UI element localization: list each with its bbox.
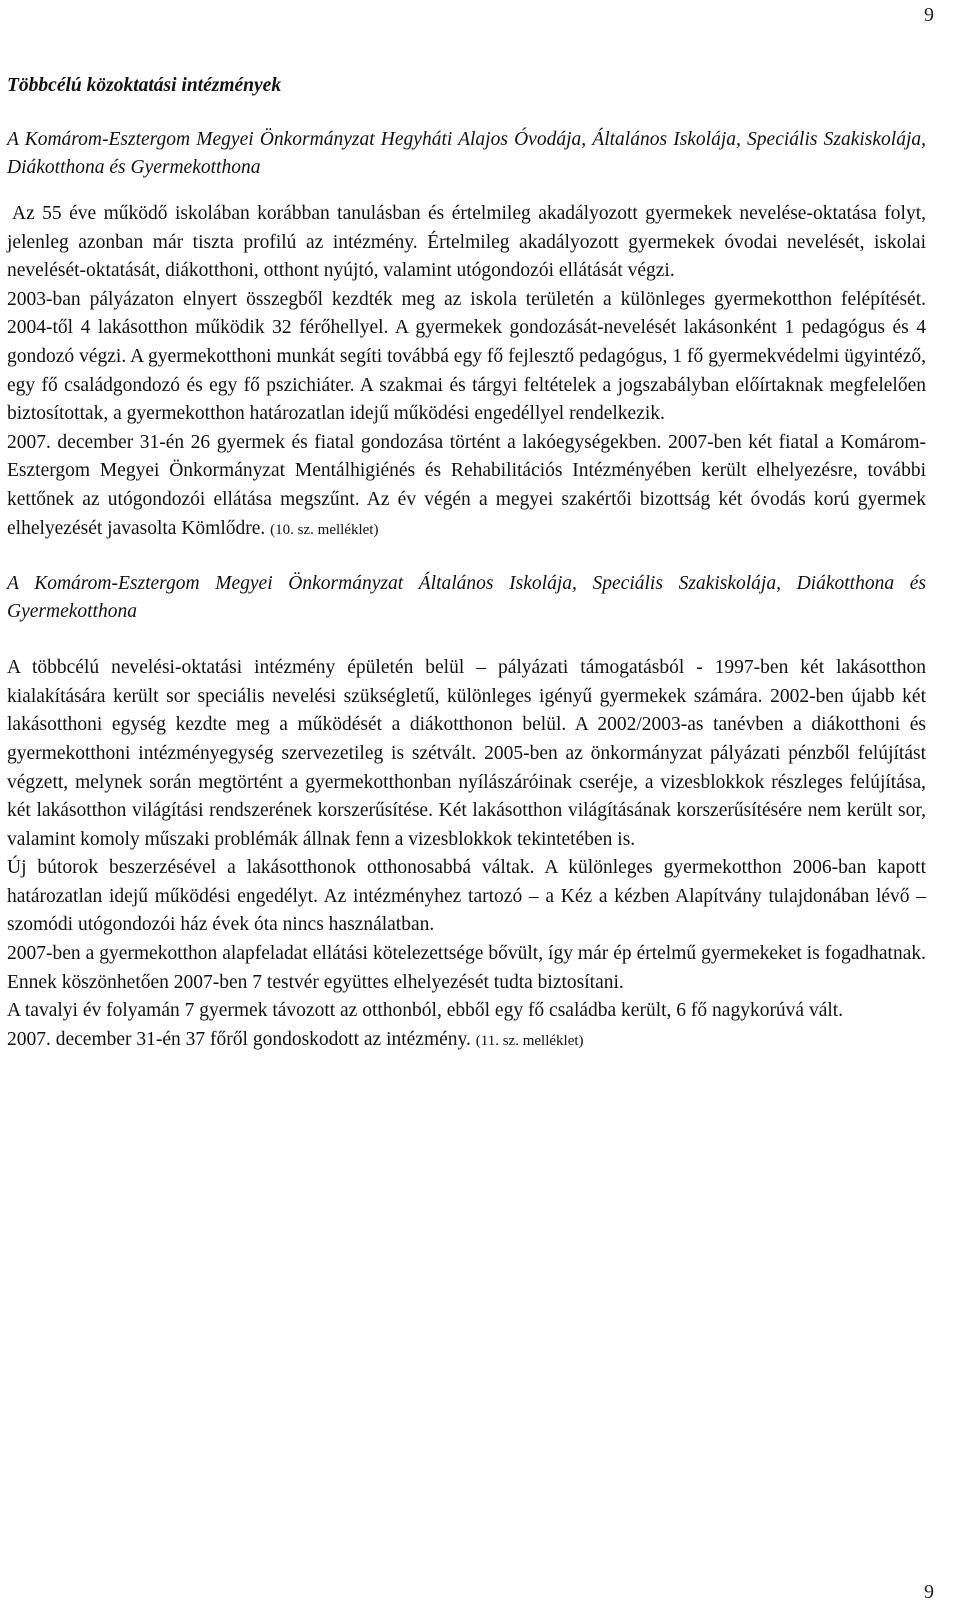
institution-title-2: A Komárom-Esztergom Megyei Önkormányzat Általános Iskolája, Speciális Szakiskolája, Diákotthona és Gyermekotthona: [7, 573, 926, 623]
institution-title-1: A Komárom-Esztergom Megyei Önkormányzat Hegyháti Alajos Óvodája, Általános Iskolája, Speciális Szakiskolája, Diákotthona és Gyermekotthona: [7, 129, 926, 178]
annex-reference-10: (10. sz. melléklet): [270, 521, 379, 538]
page-number-bottom: 9: [924, 1581, 934, 1603]
paragraph-1-3: [7, 429, 926, 544]
paragraph-2-5: [7, 1026, 926, 1056]
annex-reference-11: (11. sz. melléklet): [475, 1032, 584, 1049]
page-number-top: 9: [924, 4, 934, 26]
paragraph-2-4: A tavalyi év folyamán 7 gyermek távozott az otthonból, ebből egy fő családba került, 6 fő nagykorúvá vált.: [7, 1000, 844, 1022]
paragraph-1-1: Az 55 éve működő iskolában korábban tanulásban és értelmileg akadályozott gyermekek nevelése-oktatása folyt, jelenleg azonban már tiszta profilú az intézmény. Értelmileg akadályozott gyermekek óvodai nevelését, iskolai nevelését-oktatását, diákotthoni, otthont nyújtó, valamint utógondozói ellátását végzi.: [7, 203, 926, 282]
section-heading: Többcélú közoktatási intézmények: [7, 75, 282, 96]
paragraph-2-2: Új bútorok beszerzésével a lakásotthonok otthonosabbá váltak. A különleges gyermekotthon 2006-ban kapott határozatlan idejű működési engedélyt. Az intézményhez tartozó – a Kéz a kézben Alapítvány tulajdonában lévő – szomódi utógondozói ház évek óta nincs használatban.: [7, 857, 926, 936]
paragraph-2-5-text: 2007. december 31-én 37 főről gondoskodott az intézmény.: [7, 1028, 471, 1050]
paragraph-2-3: 2007-ben a gyermekotthon alapfeladat ellátási kötelezettsége bővült, így már ép értelmű gyermekeket is fogadhatnak. Ennek köszönhetően 2007-ben 7 testvér együttes elhelyezését tudta biztosítani.: [7, 943, 926, 993]
document-body: [7, 72, 926, 1055]
paragraph-1-2: 2003-ban pályázaton elnyert összegből kezdték meg az iskola területén a különleges gyermekotthon felépítését. 2004-től 4 lakásotthon működik 32 férőhellyel. A gyermekek gondozását-nevelését lakásonként 1 pedagógus és 4 gondozó végzi. A gyermekotthoni munkát segíti továbbá egy fő fejlesztő pedagógus, 1 fő gyermekvédelmi ügyintéző, egy fő családgondozó és egy fő pszichiáter. A szakmai és tárgyi feltételek a jogszabályban előírtaknak megfelelően biztosítottak, a gyermekotthon határozatlan idejű működési engedéllyel rendelkezik.: [7, 288, 926, 425]
paragraph-2-1: A többcélú nevelési-oktatási intézmény épületén belül – pályázati támogatásból - 1997-ben két lakásotthon kialakítására került sor speciális nevelési szükségletű, különleges igényű gyermekek számára. 2002-ben újabb két lakásotthoni egység kezdte meg a működését a diákotthonon belül. A 2002/2003-as tanévben a diákotthoni és gyermekotthoni intézményegység szervezetileg is szétvált. 2005-ben az önkormányzat pályázati pénzből felújítást végzett, melynek során megtörtént a gyermekotthonban nyílászáróinak cseréje, a vizesblokkok részleges felújítása, két lakásotthon világítási rendszerének korszerűsítése. Két lakásotthon világításának korszerűsítésére nem került sor, valamint komoly műszaki problémák állnak fenn a vizesblokkok tekintetében is.: [7, 657, 926, 850]
paragraph-1-3-text: 2007. december 31-én 26 gyermek és fiatal gondozása történt a lakóegységekben. 2007-ben két fiatal a Komárom-Esztergom Megyei Önkormányzat Mentálhigiénés és Rehabilitációs Intézményében került elhelyezésre, további kettőnek az utógondozói ellátása megszűnt. Az év végén a megyei szakértői bizottság két óvodás korú gyermek elhelyezését javasolta Kömlődre.: [7, 431, 926, 539]
